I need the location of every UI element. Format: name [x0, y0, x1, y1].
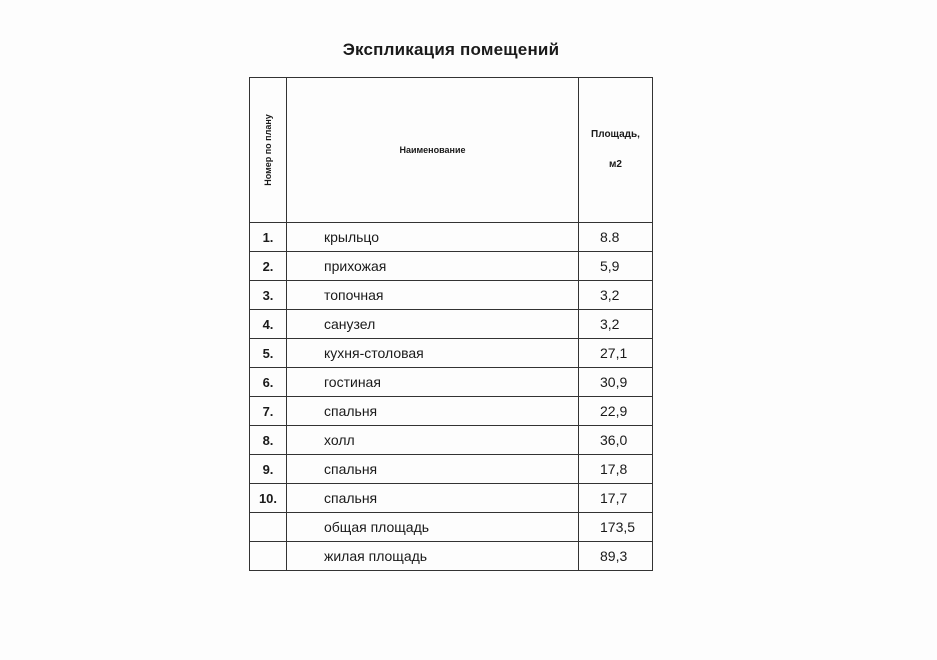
room-number: 10. — [250, 484, 287, 513]
table-row — [250, 542, 653, 571]
room-number: 7. — [250, 397, 287, 426]
room-area: 30,9 — [579, 368, 653, 397]
room-name: прихожая — [287, 252, 579, 281]
room-name: спальня — [287, 455, 579, 484]
room-area: 89,3 — [579, 542, 653, 571]
table-row — [250, 339, 653, 368]
table-row — [250, 310, 653, 339]
room-name: спальня — [287, 484, 579, 513]
room-area: 3,2 — [579, 310, 653, 339]
room-number — [250, 542, 287, 571]
room-number: 3. — [250, 281, 287, 310]
header-name: Наименование — [287, 78, 579, 223]
table-row — [250, 252, 653, 281]
room-area: 173,5 — [579, 513, 653, 542]
table-row — [250, 455, 653, 484]
room-name: крыльцо — [287, 223, 579, 252]
room-area: 8.8 — [579, 223, 653, 252]
table-row — [250, 281, 653, 310]
room-number: 8. — [250, 426, 287, 455]
room-number: 1. — [250, 223, 287, 252]
room-name: спальня — [287, 397, 579, 426]
room-number — [250, 513, 287, 542]
room-number: 2. — [250, 252, 287, 281]
room-area: 3,2 — [579, 281, 653, 310]
header-area-label: Площадь, — [591, 129, 640, 140]
room-number: 4. — [250, 310, 287, 339]
rooms-table — [249, 77, 653, 571]
header-area-unit: м2 — [609, 159, 622, 170]
room-name: кухня-столовая — [287, 339, 579, 368]
table-row — [250, 513, 653, 542]
room-name: санузел — [287, 310, 579, 339]
table-header-row — [250, 78, 653, 223]
table-body — [250, 223, 653, 571]
room-name: жилая площадь — [287, 542, 579, 571]
document-title: Экспликация помещений — [342, 40, 560, 59]
header-area — [579, 78, 653, 223]
room-area: 5,9 — [579, 252, 653, 281]
room-name: гостиная — [287, 368, 579, 397]
room-area: 17,8 — [579, 455, 653, 484]
header-number-label: Номер по плану — [263, 114, 273, 186]
room-name: топочная — [287, 281, 579, 310]
table-row — [250, 368, 653, 397]
header-number — [250, 78, 287, 223]
table-row — [250, 397, 653, 426]
room-number: 9. — [250, 455, 287, 484]
room-name: холл — [287, 426, 579, 455]
room-area: 27,1 — [579, 339, 653, 368]
room-number: 6. — [250, 368, 287, 397]
table-row — [250, 484, 653, 513]
room-number: 5. — [250, 339, 287, 368]
table-row — [250, 223, 653, 252]
room-area: 22,9 — [579, 397, 653, 426]
room-area: 17,7 — [579, 484, 653, 513]
table-row — [250, 426, 653, 455]
room-area: 36,0 — [579, 426, 653, 455]
room-name: общая площадь — [287, 513, 579, 542]
